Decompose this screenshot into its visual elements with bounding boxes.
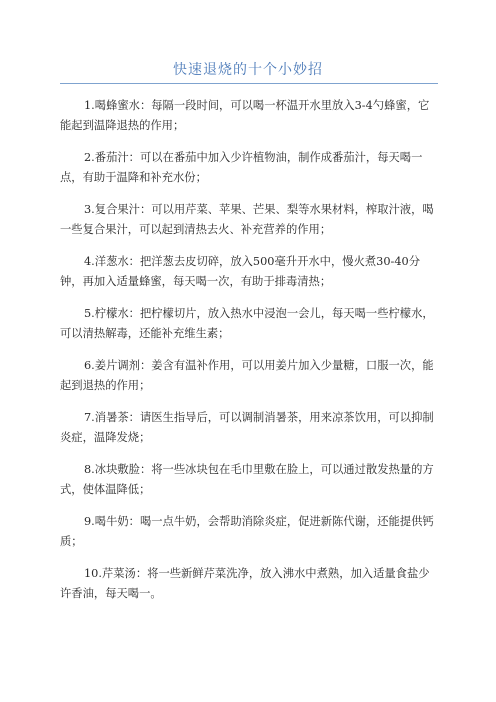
tip-item: 10.芹菜汤：将一些新鲜芹菜洗净，放入沸水中煮熟，加入适量食盐少许香油，每天喝一。	[60, 567, 430, 600]
tip-item: 1.喝蜂蜜水：每隔一段时间，可以喝一杯温开水里放入3-4勺蜂蜜，它能起到温降退热的作用；	[60, 99, 430, 132]
tip-item: 6.姜片调剂：姜含有温补作用，可以用姜片加入少量糖，口服一次，能起到退热的作用；	[60, 359, 434, 392]
tip-item: 7.消暑茶：请医生指导后，可以调制消暑茶，用来凉茶饮用，可以抑制炎症，温降发烧；	[60, 411, 434, 444]
tip-item: 5.柠檬水：把柠檬切片，放入热水中浸泡一会儿，每天喝一些柠檬水，可以清热解毒，还能补充维生素；	[60, 307, 434, 340]
tip-item: 2.番茄汁：可以在番茄中加入少许植物油，制作成番茄汁，每天喝一点，有助于温降和补充水份；	[60, 151, 423, 184]
tip-item: 4.洋葱水：把洋葱去皮切碎，放入500毫升开水中，慢火煮30-40分钟，再加入适量蜂蜜，每天喝一次，有助于排毒清热；	[60, 255, 421, 288]
tip-item: 8.冰块敷脸：将一些冰块包在毛巾里敷在脸上，可以通过散发热量的方式，使体温降低；	[60, 463, 434, 496]
tip-item: 3.复合果汁：可以用芹菜、苹果、芒果、梨等水果材料，榨取汁液，喝一些复合果汁，可以起到清热去火、补充营养的作用；	[60, 203, 434, 236]
title-divider	[60, 83, 438, 84]
document-title: 快速退烧的十个小妙招	[173, 62, 323, 78]
tips-list	[60, 96, 440, 616]
tip-item: 9.喝牛奶：喝一点牛奶，会帮助消除炎症，促进新陈代谢，还能提供钙质；	[60, 515, 434, 548]
